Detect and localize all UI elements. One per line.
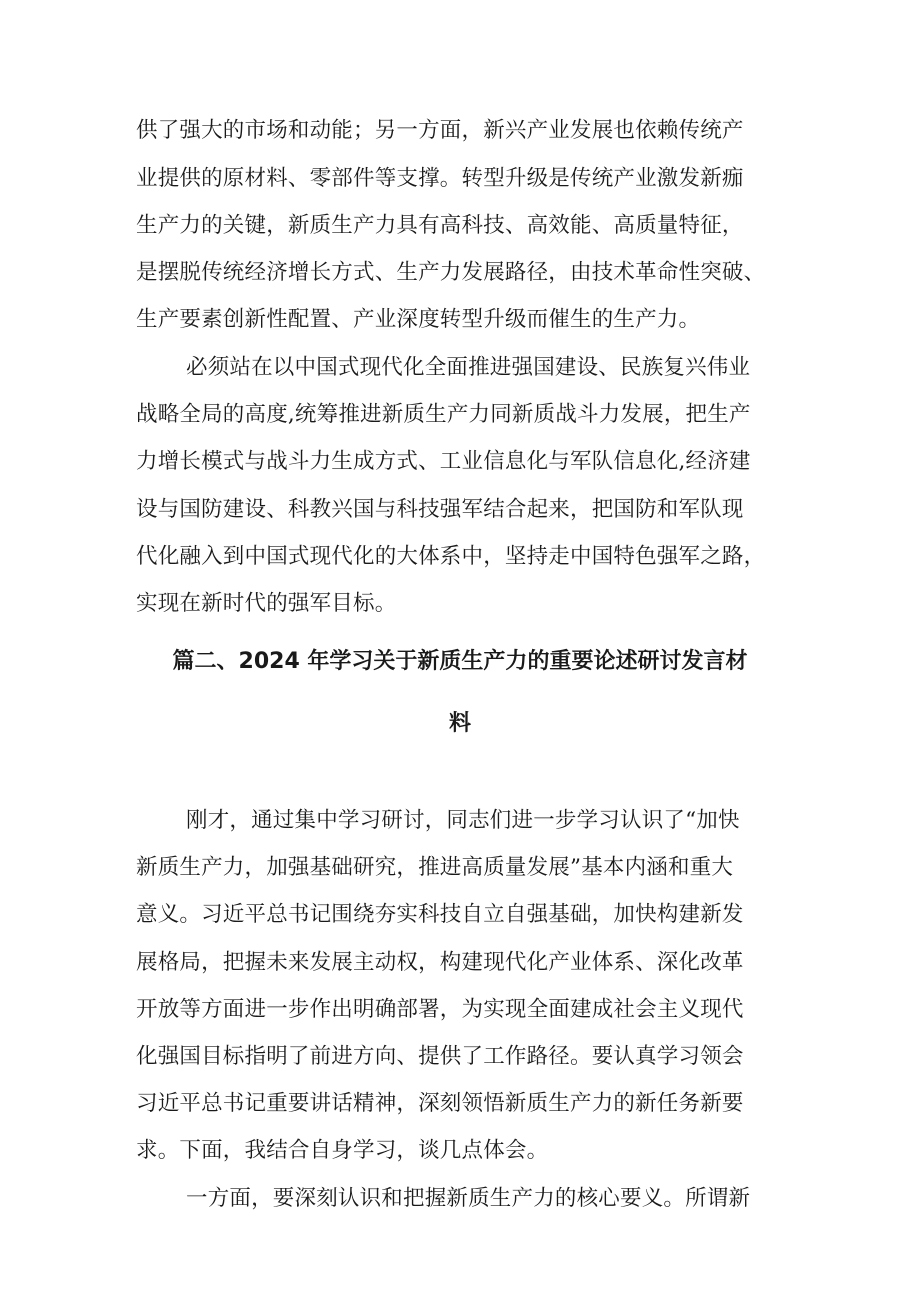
text-line: 代化融入到中国式现代化的大体系中，坚持走中国特色强军之路， bbox=[136, 544, 766, 569]
section-title-line: 料 bbox=[448, 711, 471, 736]
text-line: 化强国目标指明了前进方向、提供了工作路径。要认真学习领会 bbox=[136, 1044, 744, 1069]
text-line: 开放等方面进一步作出明确部署，为实现全面建成社会主义现代 bbox=[136, 997, 744, 1022]
text-line: 刚才，通过集中学习研讨，同志们进一步学习认识了“加快 bbox=[186, 808, 740, 833]
text-line: 设与国防建设、科教兴国与科技强军结合起来，把国防和军队现 bbox=[136, 497, 744, 522]
text-line: 实现在新时代的强军目标。 bbox=[136, 591, 397, 616]
text-line: 意义。习近平总书记围绕夯实科技自立自强基础，加快构建新发 bbox=[136, 902, 744, 927]
text-line: 是摆脱传统经济增长方式、生产力发展路径，由技术革命性突破、 bbox=[136, 260, 766, 285]
text-line: 力增长模式与战斗力生成方式、工业信息化与军队信息化,经济建 bbox=[136, 449, 751, 474]
text-line: 业提供的原材料、零部件等支撑。转型升级是传统产业激发新痂 bbox=[136, 166, 744, 191]
text-line: 必须站在以中国式现代化全面推进强国建设、民族复兴伟业 bbox=[186, 355, 751, 380]
text-line: 一方面，要深刻认识和把握新质生产力的核心要义。所谓新 bbox=[186, 1186, 751, 1211]
text-line: 求。下面，我结合自身学习，谈几点体会。 bbox=[136, 1138, 549, 1163]
text-line: 展格局，把握未来发展主动权，构建现代化产业体系、深化改革 bbox=[136, 950, 744, 975]
text-line: 战略全局的高度,统筹推进新质生产力同新质战斗力发展，把生产 bbox=[136, 402, 751, 427]
text-line: 习近平总书记重要讲话精神，深刻领悟新质生产力的新任务新要 bbox=[136, 1091, 744, 1116]
text-line: 生产要素创新性配置、产业深度转型升级而催生的生产力。 bbox=[136, 307, 701, 332]
text-line: 新质生产力，加强基础研究，推进高质量发展”基本内涵和重大 bbox=[136, 855, 734, 880]
text-line: 供了强大的市场和动能；另一方面，新兴产业发展也依赖传统产 bbox=[136, 118, 744, 143]
section-title-line: 篇二、2024 年学习关于新质生产力的重要论述研讨发言材 bbox=[172, 649, 748, 674]
text-line: 生产力的关键，新质生产力具有高科技、高效能、高质量特征， bbox=[136, 213, 744, 238]
